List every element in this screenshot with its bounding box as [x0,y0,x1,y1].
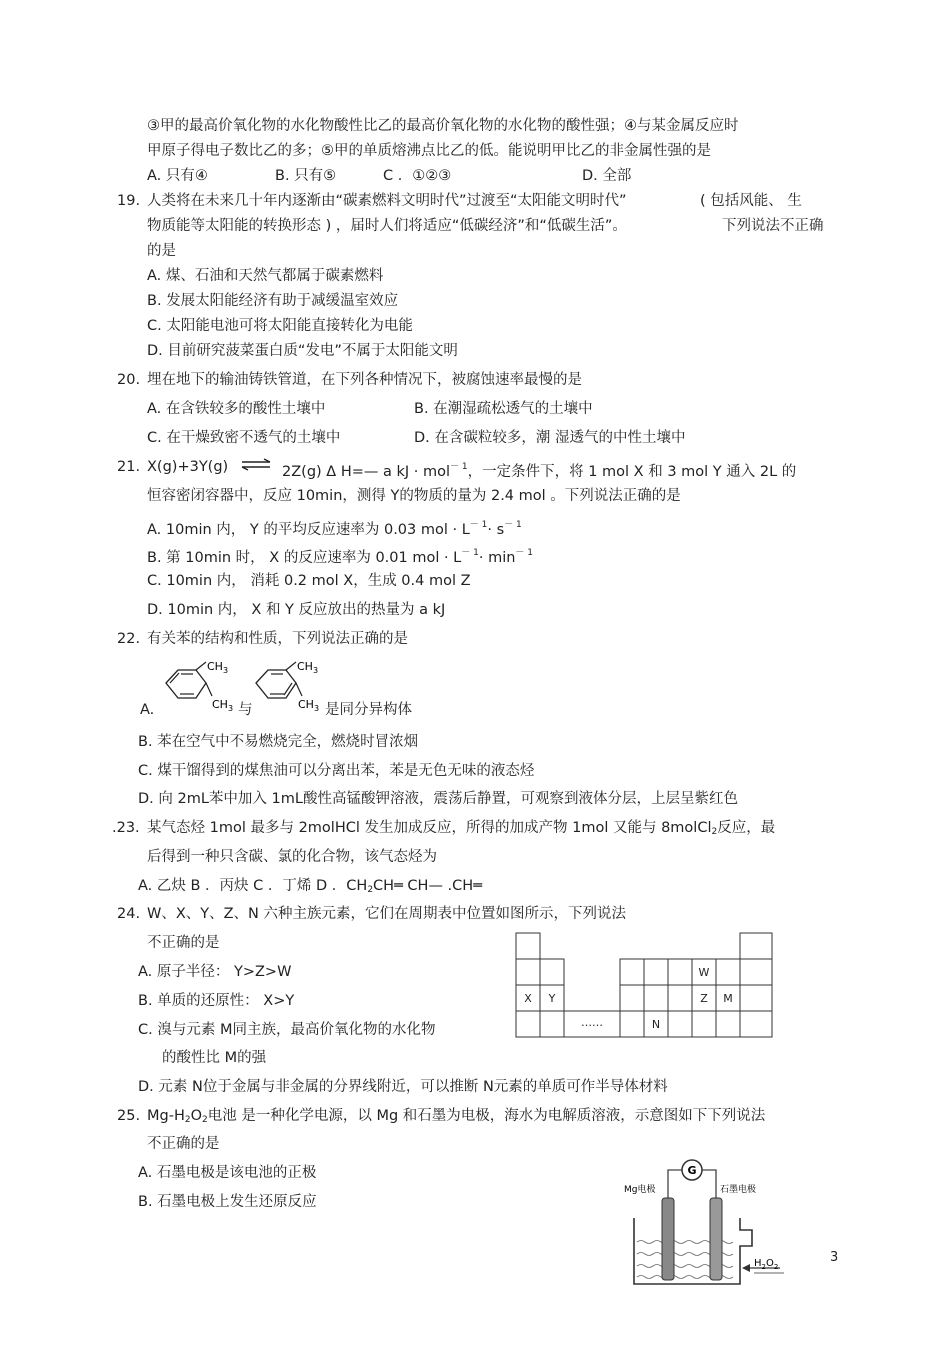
q23-options [138,876,482,900]
ortho-xylene-structure [158,656,238,716]
q18-option-d: D. 全部 [582,168,632,184]
meta-xylene-structure [250,656,330,716]
mg-electrode [662,1198,674,1280]
q24-option-c-line1: C. 溴与元素 M同主族，最高价氧化物的水化物 [138,1022,436,1038]
element-m: M [723,992,733,1005]
q21-option-b [147,543,533,568]
q22-option-a-with: 与 [238,702,253,718]
q24-option-c-line2: 的酸性比 M的强 [162,1050,267,1066]
q19-number: 19. [117,193,141,209]
q22-option-a-label: A. [140,702,155,718]
q18-option-b: B. 只有⑤ [275,168,337,184]
q21-option-c: C. 10min 内， 消耗 0.2 mol X，生成 0.4 mol Z [147,573,471,589]
q21-equation-left: X(g)+3Y(g) [147,459,229,475]
q20-stem: 埋在地下的输油铸铁管道，在下列各种情况下，被腐蚀速率最慢的是 [147,372,582,388]
q19-line2: 物质能等太阳能的转换形态 ) ，届时人们将适应“低碳经济”和“低碳生活”。 [147,218,627,234]
q23-number: .23. [112,820,140,836]
q25-line2: 不正确的是 [147,1136,220,1152]
q24-option-a: A. 原子半径： Y>Z>W [138,964,292,980]
mg-electrode-label: Mg电极 [624,1185,656,1195]
element-z: Z [700,992,708,1005]
equilibrium-arrow-icon [240,458,274,472]
element-n: N [651,1018,661,1031]
q23-options-text: A. 乙炔 B ．丙炔 C ．丁烯 D ．CH [138,878,368,894]
q23-line1-sub: 2 [711,827,718,837]
q18-line2: 甲原子得电子数比乙的多；⑤甲的单质熔沸点比乙的低。能说明甲比乙的非金属性强的是 [147,143,711,159]
q21-opt-a-mid: · s [487,522,505,538]
q21-equation-right [282,457,796,482]
q21-opt-a-exp2: － 1 [504,520,522,530]
q25-option-b: B. 石墨电极上发生还原反应 [138,1194,317,1210]
q22-stem: 有关苯的结构和性质，下列说法正确的是 [147,631,408,647]
q21-opt-a-text: A. 10min 内， Y 的平均反应速率为 0.03 mol · L [147,522,470,538]
q21-line2: 恒容密闭容器中，反应 10min，测得 Y的物质的量为 2.4 mol 。下列说法正确的是 [147,488,681,504]
q19-option-a: A. 煤、石油和天然气都属于碳素燃料 [147,268,384,284]
q23-line1-tail: 反应，最 [717,820,776,836]
q24-number: 24. [117,906,141,922]
q23-line2: 后得到一种只含碳、氯的化合物，该气态烃为 [147,849,437,865]
q22-option-d: D. 向 2mL苯中加入 1mL酸性高锰酸钾溶液，震荡后静置，可观察到液体分层，上层呈紫红色 [138,791,738,807]
q22-option-b: B. 苯在空气中不易燃烧完全，燃烧时冒浓烟 [138,734,419,750]
q20-option-d: D. 在含碳粒较多，潮 湿透气的中性土壤中 [414,430,686,446]
q21-opt-b-mid: · min [478,550,516,566]
q21-eq-enthalpy: 2Z(g) Δ H=— a kJ · mol [282,464,450,480]
q22-option-c: C. 煤干馏得到的煤焦油可以分离出苯，苯是无色无味的液态烃 [138,763,535,779]
q25-line1-mid: O [190,1108,203,1124]
q25-line1-tail: 电池 是一种化学电源，以 Mg 和石墨为电极，海水为电解质溶液，示意图如下下列说法 [207,1108,766,1124]
periodic-table-fragment [515,932,777,1038]
q19-option-c: C. 太阳能电池可将太阳能直接转化为电能 [147,318,413,334]
q19-line3: 的是 [147,243,176,259]
page-number: 3 [830,1250,839,1265]
q23-line1 [147,818,775,842]
q21-option-a [147,515,522,540]
graphite-electrode [710,1198,722,1280]
q18-option-c: C ．①②③ [383,168,452,184]
xylene2-methyl-bottom: $CH_3$ [298,698,320,713]
galvanometer-label: G [687,1164,697,1177]
q25-line1-sub1: 2 [184,1115,191,1125]
q25-line1-sub2: 2 [202,1115,208,1125]
q22-number: 22. [117,631,141,647]
graphite-electrode-label: 石墨电极 [720,1185,757,1195]
q20-number: 20. [117,372,141,388]
q22-option-a-tail: 是同分异构体 [325,702,412,718]
q21-eq-exponent: － 1 [450,462,468,472]
xylene1-methyl-top: $CH_3$ [207,660,229,675]
transition-ellipsis: …… [581,1016,603,1029]
q18-line1: ③甲的最高价氧化物的水化物酸性比乙的最高价氧化物的水化物的酸性强；④与某金属反应时 [147,118,739,134]
q24-line1: W、X、Y、Z、N 六种主族元素，它们在周期表中位置如图所示，下列说法 [147,906,627,922]
q19-option-d: D. 目前研究菠菜蛋白质“发电”不属于太阳能文明 [147,343,458,359]
q21-opt-b-exp2: － 1 [515,548,534,558]
q23-options-sub: 2 [367,885,374,895]
mg-h2o2-cell-diagram [620,1158,795,1293]
element-x: X [524,992,532,1005]
q21-opt-a-exp1: － 1 [469,520,488,530]
q24-option-b: B. 单质的还原性： X>Y [138,993,295,1009]
q20-option-a: A. 在含铁较多的酸性土壤中 [147,401,326,417]
q20-option-c: C. 在干燥致密不透气的土壤中 [147,430,341,446]
xylene1-methyl-bottom: $CH_3$ [212,698,234,713]
q25-number: 25. [117,1108,141,1124]
element-y: Y [548,992,556,1005]
h2o2-inlet-label: $H_2O_2$ [754,1258,779,1271]
q25-line1-text: Mg-H [147,1108,185,1124]
xylene2-methyl-top: $CH_3$ [297,660,319,675]
q25-option-a: A. 石墨电极是该电池的正极 [138,1165,317,1181]
q25-line1 [147,1106,765,1130]
q23-options-tail: CH═ CH— .CH═ [373,878,482,894]
q21-opt-b-exp1: － 1 [461,548,479,558]
q19-line2-tail: 下列说法不正确 [722,218,824,234]
q23-line1-text: 某气态烃 1mol 最多与 2molHCl 发生加成反应，所得的加成产物 1mol 又能与 8molCl [147,820,712,836]
q21-option-d: D. 10min 内， X 和 Y 反应放出的热量为 a kJ [147,602,446,618]
q24-option-d: D. 元素 N位于金属与非金属的分界线附近，可以推断 N元素的单质可作半导体材料 [138,1079,668,1095]
q21-number: 21. [117,459,141,475]
q21-eq-tail: ，一定条件下，将 1 mol X 和 3 mol Y 通入 2L 的 [467,464,797,480]
q19-line1: 人类将在未来几十年内逐渐由“碳素燃料文明时代”过渡至“太阳能文明时代” [147,193,627,209]
q18-option-a: A. 只有④ [147,168,208,184]
q19-line1-tail: ( 包括风能、 生 [700,193,802,209]
q21-opt-b-text: B. 第 10min 时， X 的反应速率为 0.01 mol · L [147,550,462,566]
q24-line2: 不正确的是 [147,935,220,951]
q20-option-b: B. 在潮湿疏松透气的土壤中 [414,401,593,417]
element-w: W [698,966,710,979]
q19-option-b: B. 发展太阳能经济有助于减缓温室效应 [147,293,399,309]
